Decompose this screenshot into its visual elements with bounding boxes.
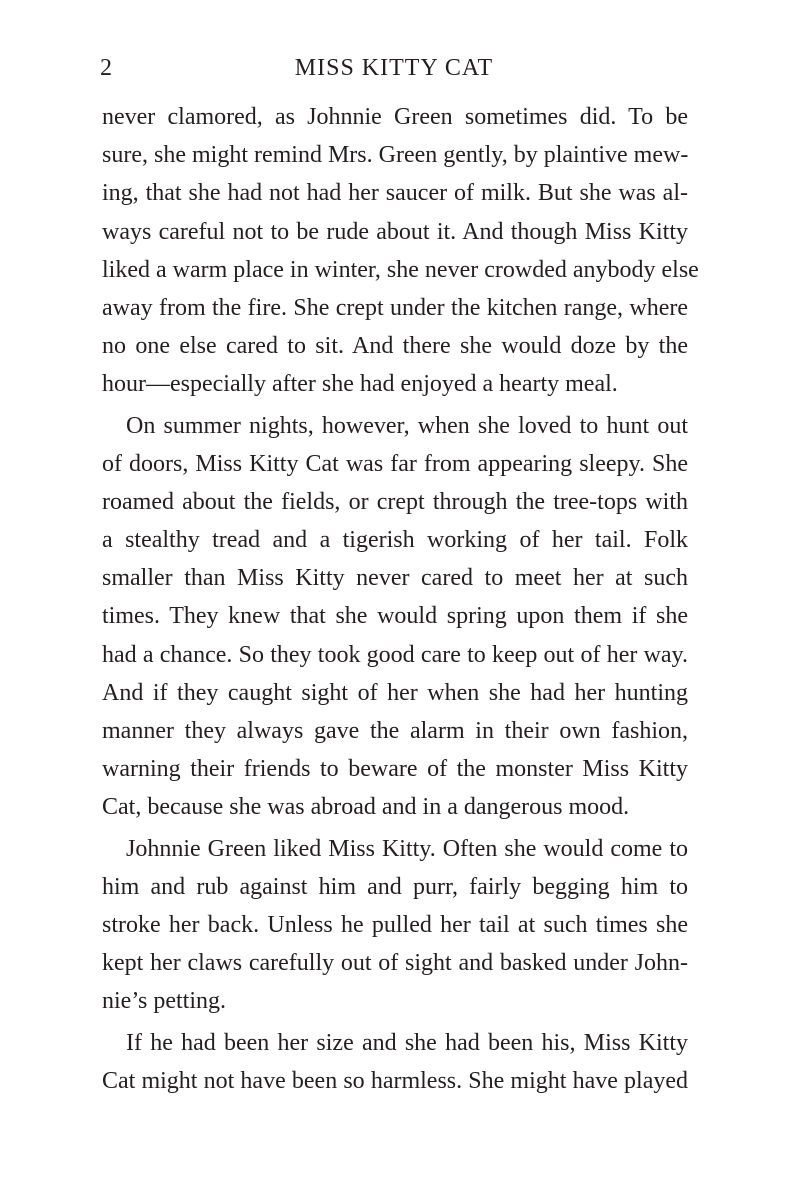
text-line: If he had been her size and she had been his, Miss Kitty: [126, 1029, 688, 1056]
running-header: [100, 50, 688, 86]
text-line: smaller than Miss Kitty never cared to meet her at such: [102, 565, 688, 592]
text-line: roamed about the fields, or crept through the tree-tops with: [102, 488, 688, 515]
body-text: [102, 98, 699, 1100]
text-line: nie’s petting.: [102, 988, 226, 1015]
text-line: sure, she might remind Mrs. Green gently, by plaintive mew-: [102, 142, 689, 169]
text-line: of doors, Miss Kitty Cat was far from appearing sleepy. She: [102, 450, 688, 477]
text-line: Johnnie Green liked Miss Kitty. Often she would come to: [126, 835, 688, 862]
text-line: away from the fire. She crept under the kitchen range, where: [102, 294, 688, 321]
text-line: hour—especially after she had enjoyed a hearty meal.: [102, 371, 618, 398]
text-line: manner they always gave the alarm in their own fashion,: [102, 718, 688, 744]
page-number: 2: [100, 55, 112, 81]
text-line: liked a warm place in winter, she never crowded anybody else: [102, 256, 699, 283]
text-line: a stealthy tread and a tigerish working of her tail. Folk: [102, 527, 688, 554]
paragraph: [102, 407, 688, 827]
text-line: never clamored, as Johnnie Green sometimes did. To be: [102, 104, 688, 130]
text-line: Cat might not have been so harmless. She might have played: [102, 1067, 688, 1094]
text-line: On summer nights, however, when she loved to hunt out: [126, 412, 688, 439]
text-line: times. They knew that she would spring upon them if she: [102, 603, 688, 630]
text-line: ways careful not to be rude about it. And though Miss Kitty: [102, 218, 688, 245]
text-line: ing, that she had not had her saucer of milk. But she was al-: [102, 180, 688, 207]
text-line: no one else cared to sit. And there she would doze by the: [102, 333, 688, 360]
text-line: had a chance. So they took good care to keep out of her way.: [102, 641, 688, 668]
text-line: And if they caught sight of her when she had her hunting: [102, 679, 688, 706]
text-line: kept her claws carefully out of sight and basked under John-: [102, 950, 688, 977]
paragraph: [102, 830, 688, 1021]
text-line: warning their friends to beware of the monster Miss Kitty: [102, 756, 688, 783]
paragraph: [102, 98, 699, 404]
text-line: Cat, because she was abroad and in a dangerous mood.: [102, 794, 630, 821]
text-line: him and rub against him and purr, fairly begging him to: [102, 873, 688, 900]
paragraph: [102, 1024, 688, 1100]
running-title: MISS KITTY CAT: [294, 55, 494, 81]
text-line: stroke her back. Unless he pulled her tail at such times she: [102, 911, 688, 938]
